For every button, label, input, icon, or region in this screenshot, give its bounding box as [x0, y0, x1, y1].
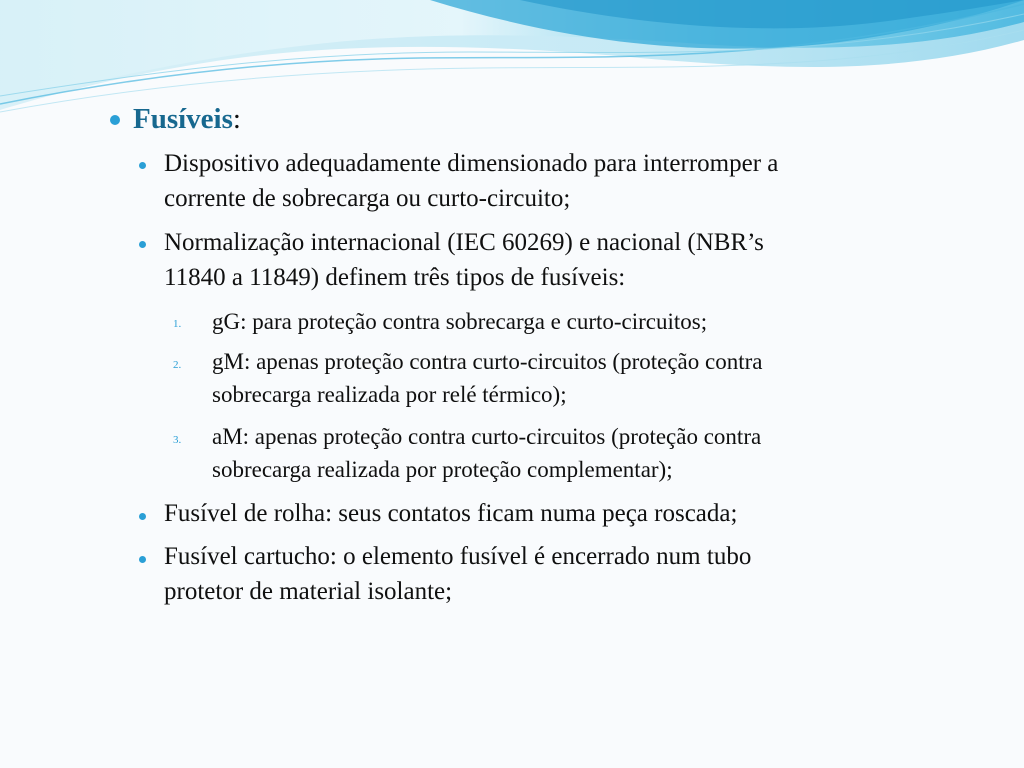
heading-line [133, 103, 241, 136]
bullet-dot-icon [110, 115, 120, 125]
bullet-dot-icon [139, 513, 146, 520]
number-label: 1. [173, 318, 182, 330]
numbered-line: gM: apenas proteção contra curto-circuitos (proteção contra [212, 349, 763, 374]
number-label: 2. [173, 359, 182, 371]
numbered-line: sobrecarga realizada por relé térmico); [212, 382, 567, 407]
number-label: 3. [173, 434, 182, 446]
bullet-line: Fusível de rolha: seus contatos ficam numa peça roscada; [164, 500, 738, 527]
bullet-line: Normalização internacional (IEC 60269) e nacional (NBR’s [164, 229, 764, 256]
bullet-line: corrente de sobrecarga ou curto-circuito; [164, 185, 571, 212]
heading-title: Fusíveis [133, 103, 233, 135]
bullet-line: protetor de material isolante; [164, 578, 453, 605]
bullet-dot-icon [139, 162, 146, 169]
bullet-line: Dispositivo adequadamente dimensionado para interromper a [164, 150, 779, 177]
bullet-dot-icon [139, 241, 146, 248]
bullet-line: 11840 a 11849) definem três tipos de fusíveis: [164, 264, 626, 291]
numbered-line: aM: apenas proteção contra curto-circuitos (proteção contra [212, 424, 762, 449]
bullet-dot-icon [139, 556, 146, 563]
numbered-line: sobrecarga realizada por proteção complementar); [212, 457, 673, 482]
heading-colon: : [232, 103, 241, 135]
numbered-line: gG: para proteção contra sobrecarga e curto-circuitos; [212, 309, 708, 334]
bullet-line: Fusível cartucho: o elemento fusível é encerrado num tubo [164, 543, 752, 570]
